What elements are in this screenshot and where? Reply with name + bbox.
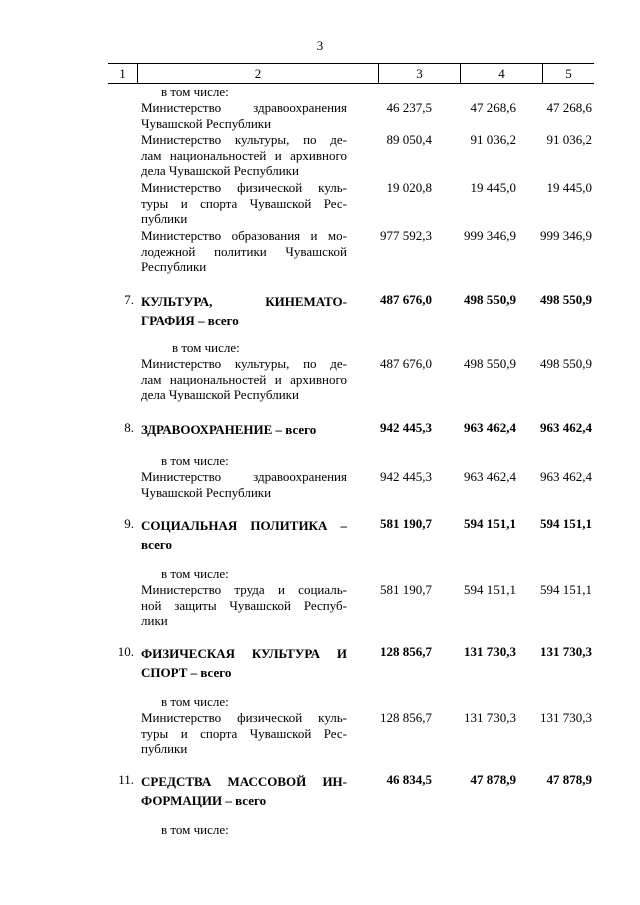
row-name-line: Чувашской Республики (141, 115, 272, 131)
row-name-line: ной защиты Чувашской Респуб- (141, 597, 347, 613)
row-name (141, 100, 347, 131)
including-label: в том числе: (161, 453, 229, 468)
row-name-line: лодежной политики Чувашской (141, 243, 347, 259)
row-name-line: всего (141, 537, 172, 552)
header-col-1: 1 (108, 64, 138, 83)
row-name-line: туры и спорта Чувашской Рес- (141, 195, 347, 211)
value-col-5: 594 151,1 (540, 582, 592, 597)
value-col-3: 487 676,0 (380, 292, 432, 307)
row-name (141, 132, 347, 179)
row-number: 9. (124, 516, 134, 531)
row-name-line: ФИЗИЧЕСКАЯ КУЛЬТУРА И (141, 646, 347, 661)
value-col-5: 47 268,6 (546, 100, 592, 115)
value-col-3: 46 237,5 (386, 100, 432, 115)
row-name-line: лики (141, 613, 168, 628)
row-name-line: Министерство культуры, по де- (141, 356, 347, 371)
row-name (141, 356, 347, 403)
page-number: 3 (316, 38, 324, 53)
value-col-3: 581 190,7 (380, 582, 432, 597)
value-col-3: 487 676,0 (380, 356, 432, 371)
row-name-line: Министерство физической куль- (141, 180, 347, 195)
row-name-line: дела Чувашской Республики (141, 387, 299, 402)
value-col-4: 47 878,9 (470, 772, 516, 787)
value-col-4: 91 036,2 (470, 132, 516, 147)
value-col-5: 19 445,0 (546, 180, 592, 195)
row-number: 10. (117, 644, 134, 659)
row-name-line: Республики (141, 259, 207, 274)
row-name-line: дела Чувашской Республики (141, 163, 299, 178)
value-col-5: 594 151,1 (540, 516, 592, 531)
row-name-line: Министерство образования и мо- (141, 228, 347, 243)
value-col-4: 498 550,9 (464, 292, 516, 307)
row-number: 7. (124, 292, 134, 307)
row-name-line: СРЕДСТВА МАССОВОЙ ИН- (141, 774, 347, 789)
row-name-line: лам национальностей и архивного (141, 371, 347, 387)
value-col-4: 498 550,9 (464, 356, 516, 371)
row-name-line: Министерство здравоохранения (141, 100, 347, 115)
value-col-3: 581 190,7 (380, 516, 432, 531)
value-col-5: 999 346,9 (540, 228, 592, 243)
value-col-5: 963 462,4 (540, 469, 592, 484)
value-col-4: 594 151,1 (464, 582, 516, 597)
row-name-line: лам национальностей и архивного (141, 147, 347, 163)
row-name (141, 469, 347, 500)
row-name-line: КУЛЬТУРА, КИНЕМАТО- (141, 294, 347, 309)
row-name (141, 292, 347, 330)
row-name-line: СПОРТ – всего (141, 665, 232, 680)
row-name-line: Министерство труда и социаль- (141, 582, 347, 597)
value-col-5: 131 730,3 (540, 710, 592, 725)
including-label: в том числе: (161, 566, 229, 581)
row-name-line: публики (141, 211, 188, 226)
row-name-line: Чувашской Республики (141, 484, 272, 500)
header-col-3: 3 (379, 64, 461, 83)
row-name-line: Министерство физической куль- (141, 710, 347, 725)
value-col-3: 128 856,7 (380, 710, 432, 725)
row-name-line: Министерство здравоохранения (141, 469, 347, 484)
value-col-3: 942 445,3 (380, 469, 432, 484)
row-number: 8. (124, 420, 134, 435)
value-col-3: 942 445,3 (380, 420, 432, 435)
value-col-4: 19 445,0 (470, 180, 516, 195)
table-header-row (108, 63, 594, 84)
value-col-4: 47 268,6 (470, 100, 516, 115)
header-col-4: 4 (461, 64, 543, 83)
value-col-3: 46 834,5 (386, 772, 432, 787)
including-label: в том числе: (161, 84, 229, 99)
value-col-5: 963 462,4 (540, 420, 592, 435)
value-col-3: 19 020,8 (386, 180, 432, 195)
row-name-line: публики (141, 741, 188, 756)
row-name-line: ГРАФИЯ – всего (141, 313, 239, 328)
value-col-4: 131 730,3 (464, 644, 516, 659)
row-name (141, 228, 347, 275)
row-name (141, 710, 347, 757)
value-col-5: 498 550,9 (540, 356, 592, 371)
value-col-5: 47 878,9 (546, 772, 592, 787)
value-col-3: 89 050,4 (386, 132, 432, 147)
row-number: 11. (118, 772, 134, 787)
value-col-3: 977 592,3 (380, 228, 432, 243)
row-name (141, 772, 347, 810)
row-name (141, 582, 347, 629)
header-col-2: 2 (138, 64, 379, 83)
including-label: в том числе: (161, 822, 229, 837)
value-col-4: 963 462,4 (464, 420, 516, 435)
value-col-4: 131 730,3 (464, 710, 516, 725)
value-col-4: 999 346,9 (464, 228, 516, 243)
row-name-line: Министерство культуры, по де- (141, 132, 347, 147)
row-name (141, 420, 347, 439)
including-label: в том числе: (172, 340, 240, 355)
header-col-5: 5 (565, 66, 572, 81)
value-col-5: 498 550,9 (540, 292, 592, 307)
row-name (141, 644, 347, 682)
value-col-5: 131 730,3 (540, 644, 592, 659)
value-col-4: 594 151,1 (464, 516, 516, 531)
row-name-line: туры и спорта Чувашской Рес- (141, 725, 347, 741)
row-name (141, 516, 347, 554)
row-name (141, 180, 347, 227)
row-name-line: ФОРМАЦИИ – всего (141, 793, 267, 808)
value-col-3: 128 856,7 (380, 644, 432, 659)
including-label: в том числе: (161, 694, 229, 709)
row-name-line: СОЦИАЛЬНАЯ ПОЛИТИКА – (141, 518, 347, 533)
row-name-line: ЗДРАВООХРАНЕНИЕ – всего (141, 422, 317, 437)
value-col-4: 963 462,4 (464, 469, 516, 484)
value-col-5: 91 036,2 (546, 132, 592, 147)
